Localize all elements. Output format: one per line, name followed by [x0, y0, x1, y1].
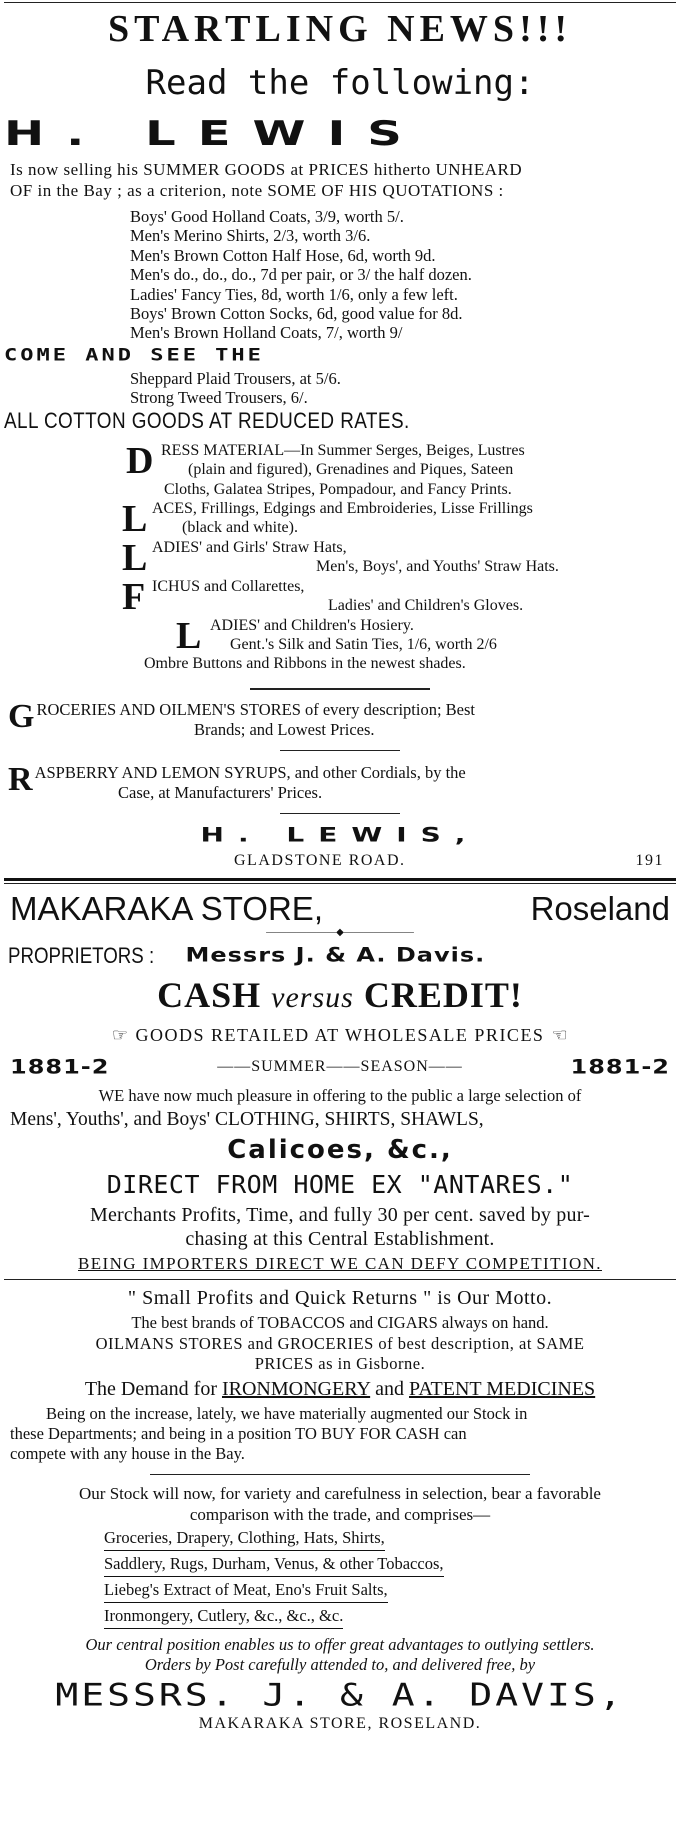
credit-word: CREDIT!: [363, 974, 523, 1015]
trousers-list: [4, 369, 676, 407]
item-line: ADIES' and Girls' Straw Hats,: [152, 538, 347, 556]
item-line: RESS MATERIAL—In Summer Serges, Beiges, Lustres: [161, 441, 525, 459]
quotation-item: Boys' Good Holland Coats, 3/9, worth 5/.: [130, 207, 404, 226]
item-line: (plain and figured), Grenadines and Piques, Sateen: [188, 461, 514, 479]
section-rule: [4, 883, 676, 884]
divider: [280, 750, 400, 751]
being-paragraph: [4, 1404, 676, 1464]
stock-line: Our Stock will now, for variety and carefulness in selection, bear a favorable: [79, 1483, 601, 1503]
store-location: Roseland: [530, 889, 670, 927]
quotation-item: Men's do., do., do., 7d per pair, or 3/ the half dozen.: [130, 265, 472, 285]
being-line: these Departments; and being in a position TO BUY FOR CASH can: [10, 1423, 467, 1443]
item-line: Cloths, Galatea Stripes, Pompadour, and Fancy Prints.: [164, 480, 512, 498]
quotation-item: Men's Merino Shirts, 2/3, worth 3/6.: [130, 226, 371, 246]
stock-list-item: Groceries, Drapery, Clothing, Hats, Shirts,: [104, 1526, 385, 1551]
subheadline: Read the following:: [145, 63, 535, 103]
store-footer: MAKARAKA STORE, ROSELAND.: [198, 1714, 482, 1732]
headline: STARTLING NEWS!!!: [107, 8, 573, 50]
item-line: (black and white).: [182, 519, 298, 537]
divider: [150, 1474, 530, 1475]
cash-vs-credit: [4, 973, 676, 1020]
cash-word: CASH: [157, 974, 262, 1015]
quotation-item: Ladies' Fancy Ties, 8d, worth 1/6, only a few left.: [130, 284, 458, 304]
davis-signature: MESSRS. J. & A. DAVIS,: [55, 1676, 625, 1713]
stock-paragraph: [4, 1483, 676, 1525]
ironmongery-text: IRONMONGERY: [221, 1377, 371, 1400]
trousers-item: Sheppard Plaid Trousers, at 5/6.: [130, 368, 341, 388]
drop-cap: D: [126, 439, 154, 482]
raspberry-notice: [4, 760, 676, 803]
being-line: Being on the increase, lately, we have materially augmented our Stock in: [46, 1403, 528, 1423]
notice-line: Brands; and Lowest Prices.: [194, 719, 375, 739]
proprietors-line: [4, 938, 676, 973]
oilmans-line: OILMANS STORES and GROCERIES of best description, at SAME: [95, 1333, 585, 1353]
drop-cap: L: [122, 498, 148, 541]
drop-cap: G: [8, 697, 35, 735]
divider: [280, 813, 400, 814]
top-rule: [4, 2, 676, 3]
intro-line: Is now selling his SUMMER GOODS at PRICES hitherto UNHEARD: [10, 160, 523, 179]
quotation-item: Men's Brown Holland Coats, 7/, worth 9/: [130, 323, 403, 343]
season-row: [4, 1050, 676, 1084]
intro-paragraph: [4, 159, 676, 201]
pointing-hand-icon: ☞: [111, 1024, 130, 1045]
versus-word: versus: [271, 980, 354, 1014]
stock-list: [4, 1525, 676, 1629]
season-label: ——SUMMER——SEASON——: [217, 1057, 463, 1075]
season-year: 1881-2: [10, 1055, 110, 1078]
merchants-line: Merchants Profits, Time, and fully 30 per cent. saved by pur-: [89, 1203, 591, 1226]
season-year: 1881-2: [570, 1055, 670, 1078]
section-rule: [4, 878, 676, 881]
laces-item: [4, 498, 676, 541]
item-line: Men's, Boys', and Youths' Straw Hats.: [316, 558, 559, 576]
central-position-line: Our central position enables us to offer great advantages to outlying settlers.: [85, 1634, 595, 1654]
orders-line: Orders by Post carefully attended to, and delivered free, by: [144, 1654, 536, 1674]
pointing-hand-icon: ☞: [550, 1024, 569, 1045]
fichus-item: [4, 577, 676, 616]
calicoes-heading: Calicoes, &c.,: [227, 1134, 453, 1165]
oilmans-line: PRICES as in Gisborne.: [254, 1353, 426, 1373]
drop-cap: L: [122, 536, 148, 579]
item-line: ICHUS and Collarettes,: [152, 577, 305, 595]
goods-retailed: GOODS RETAILED AT WHOLESALE PRICES: [135, 1024, 545, 1045]
proprietors-label: PROPRIETORS :: [8, 942, 155, 968]
tobaccos-line: The best brands of TOBACCOS and CIGARS always on hand.: [131, 1312, 549, 1332]
ombre-item: Ombre Buttons and Ribbons in the newest shades.: [144, 655, 466, 673]
merchant-name: H. LEWIS: [4, 114, 424, 154]
direct-from-home: DIRECT FROM HOME EX "ANTARES.": [106, 1169, 574, 1199]
lewis-address-row: [4, 850, 676, 872]
notice-line: Case, at Manufacturers' Prices.: [118, 782, 323, 802]
demand-text: and: [375, 1377, 405, 1400]
stock-list-item: Saddlery, Rugs, Durham, Venus, & other Tobaccos,: [104, 1552, 444, 1577]
oilmans-paragraph: [4, 1334, 676, 1374]
intro-line: OF in the Bay ; as a criterion, note SOME OF HIS QUOTATIONS :: [10, 181, 504, 200]
pleasure-line: WE have now much pleasure in offering to the public a large selection of: [98, 1085, 582, 1105]
divider: [250, 688, 430, 690]
come-and-see-heading: COME AND SEE THE: [4, 346, 264, 365]
dress-material-item: [4, 441, 676, 499]
trousers-item: Strong Tweed Trousers, 6/.: [130, 387, 308, 407]
merchants-paragraph: [4, 1203, 676, 1251]
motto: " Small Profits and Quick Returns " is Our Motto.: [127, 1286, 553, 1309]
drop-cap: F: [122, 575, 146, 618]
store-title: [4, 890, 676, 928]
being-line: compete with any house in the Bay.: [10, 1443, 245, 1463]
notice-line: ASPBERRY AND LEMON SYRUPS, and other Cordials, by the: [34, 762, 466, 782]
proprietors-name: Messrs J. & A. Davis.: [185, 943, 486, 966]
stock-list-item: Liebeg's Extract of Meat, Eno's Fruit Salts,: [104, 1578, 388, 1603]
demand-line: [4, 1374, 676, 1404]
hosiery-item: [4, 616, 676, 655]
item-line: Gent.'s Silk and Satin Ties, 1/6, worth 2/6: [230, 635, 497, 653]
quotation-item: Men's Brown Cotton Half Hose, 6d, worth 9d.: [130, 245, 436, 265]
item-line: ADIES' and Children's Hosiery.: [210, 616, 414, 634]
drop-cap: L: [176, 614, 202, 657]
pleasure-line: Mens', Youths', and Boys' CLOTHING, SHIRTS, SHAWLS,: [10, 1108, 484, 1130]
item-line: Ladies' and Children's Gloves.: [328, 597, 524, 615]
patent-medicines-text: PATENT MEDICINES: [409, 1377, 596, 1400]
goods-retailed-row: [4, 1020, 676, 1050]
divider: [4, 1279, 676, 1280]
lewis-signature: H. LEWIS,: [200, 822, 480, 846]
merchants-line: chasing at this Central Establishment.: [185, 1227, 495, 1250]
stock-line: comparison with the trade, and comprises—: [189, 1504, 491, 1524]
all-cotton-heading: ALL COTTON GOODS AT REDUCED RATES.: [4, 407, 410, 433]
quotation-list: [4, 207, 676, 343]
stock-list-item: Ironmongery, Cutlery, &c., &c., &c.: [104, 1604, 343, 1629]
item-line: ACES, Frillings, Edgings and Embroideries, Lisse Frillings: [152, 500, 533, 518]
flourish-divider: ———————◆———————: [266, 926, 414, 938]
defy-competition: BEING IMPORTERS DIRECT WE CAN DEFY COMPETITION.: [78, 1253, 602, 1273]
store-name: MAKARAKA STORE,: [10, 889, 323, 927]
ad-number: 191: [635, 851, 664, 869]
quotation-item: Boys' Brown Cotton Socks, 6d, good value for 8d.: [130, 304, 463, 324]
ladies-hats-item: [4, 538, 676, 577]
lewis-address: GLADSTONE ROAD.: [234, 851, 406, 869]
groceries-notice: [4, 697, 676, 740]
notice-line: ROCERIES AND OILMEN'S STORES of every description; Best: [36, 699, 475, 719]
demand-text: The Demand for: [84, 1377, 217, 1400]
drop-cap: R: [8, 760, 33, 798]
